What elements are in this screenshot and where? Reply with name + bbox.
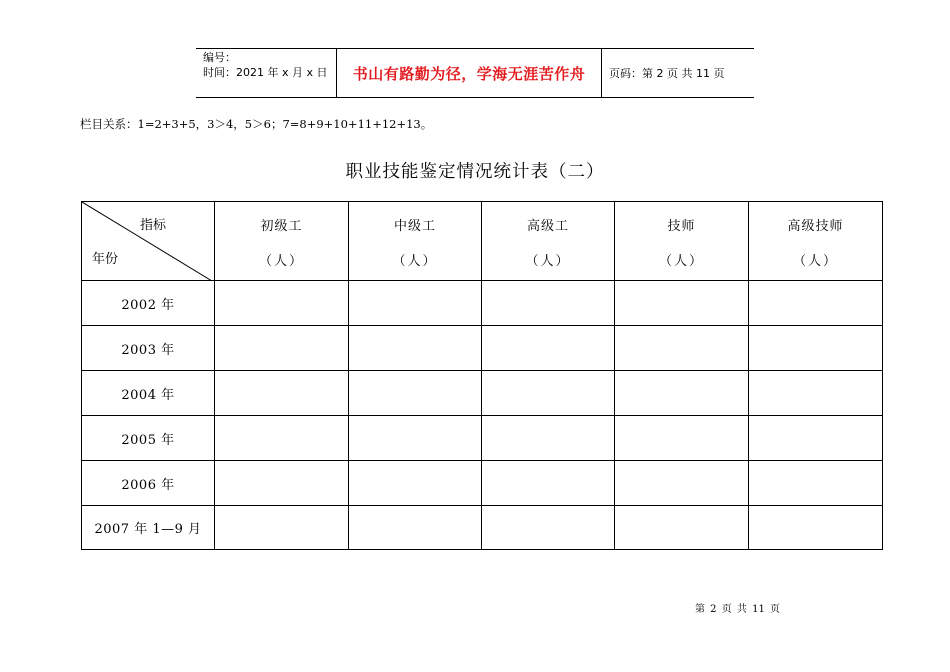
- data-cell: [215, 371, 349, 416]
- column-unit: （人）: [792, 254, 838, 269]
- data-cell: [349, 416, 482, 461]
- data-cell: [615, 416, 749, 461]
- data-cell: [215, 281, 349, 326]
- column-header: [349, 202, 482, 281]
- header-page-label: 页码：第 2 页 共 11 页: [609, 67, 725, 80]
- table-row: [82, 506, 883, 550]
- data-cell: [482, 326, 615, 371]
- column-relation-text: 栏目关系：1=2+3+5，3＞4，5＞6；7=8+9+10+11+12+13。: [80, 117, 433, 131]
- data-cell: [615, 281, 749, 326]
- corner-label-indicator: 指标: [139, 218, 166, 233]
- data-cell: [349, 281, 482, 326]
- data-cell: [749, 461, 883, 506]
- data-cell: [349, 506, 482, 550]
- year-cell: 2007 年 1—9 月: [82, 506, 215, 550]
- header-motto: 书山有路勤为径，学海无涯苦作舟: [337, 49, 602, 97]
- column-unit: （人）: [392, 254, 438, 269]
- time-label: 时间：2021 年 x 月 x 日: [203, 66, 328, 79]
- data-cell: [482, 371, 615, 416]
- data-cell: [749, 506, 883, 550]
- header-meta-cell: [196, 49, 337, 97]
- table-row: [82, 416, 883, 461]
- data-cell: [482, 416, 615, 461]
- data-cell: [482, 461, 615, 506]
- table-row: [82, 326, 883, 371]
- column-name: 技师: [667, 219, 696, 234]
- data-cell: [615, 506, 749, 550]
- data-cell: [749, 371, 883, 416]
- data-cell: [349, 371, 482, 416]
- data-cell: [215, 461, 349, 506]
- column-unit: （人）: [658, 254, 704, 269]
- column-header: [482, 202, 615, 281]
- data-cell: [349, 326, 482, 371]
- column-header: [215, 202, 349, 281]
- data-cell: [749, 281, 883, 326]
- column-name: 高级技师: [787, 219, 844, 234]
- corner-label-year: 年份: [92, 252, 119, 267]
- data-cell: [615, 461, 749, 506]
- page-title: 职业技能鉴定情况统计表（二）: [345, 162, 605, 182]
- data-cell: [615, 371, 749, 416]
- page-footer: 第 2 页 共 11 页: [695, 604, 780, 615]
- column-header: [615, 202, 749, 281]
- column-unit: （人）: [525, 254, 571, 269]
- data-cell: [215, 506, 349, 550]
- year-cell: 2003 年: [82, 326, 215, 371]
- data-cell: [215, 416, 349, 461]
- column-header: [749, 202, 883, 281]
- column-name: 中级工: [393, 219, 436, 234]
- diagonal-corner-cell: [82, 202, 215, 281]
- year-cell: 2004 年: [82, 371, 215, 416]
- data-cell: [482, 281, 615, 326]
- table-row: [82, 371, 883, 416]
- data-cell: [749, 326, 883, 371]
- data-cell: [482, 506, 615, 550]
- table-row: [82, 461, 883, 506]
- data-cell: [749, 416, 883, 461]
- data-cell: [349, 461, 482, 506]
- number-label: 编号：: [203, 51, 236, 64]
- year-cell: 2002 年: [82, 281, 215, 326]
- year-cell: 2006 年: [82, 461, 215, 506]
- data-cell: [215, 326, 349, 371]
- year-cell: 2005 年: [82, 416, 215, 461]
- column-unit: （人）: [258, 254, 304, 269]
- document-header: [196, 48, 754, 98]
- statistics-table: [81, 201, 883, 550]
- data-cell: [615, 326, 749, 371]
- column-name: 高级工: [526, 219, 569, 234]
- table-row: [82, 281, 883, 326]
- column-name: 初级工: [260, 219, 303, 234]
- table-header-row: [82, 202, 883, 281]
